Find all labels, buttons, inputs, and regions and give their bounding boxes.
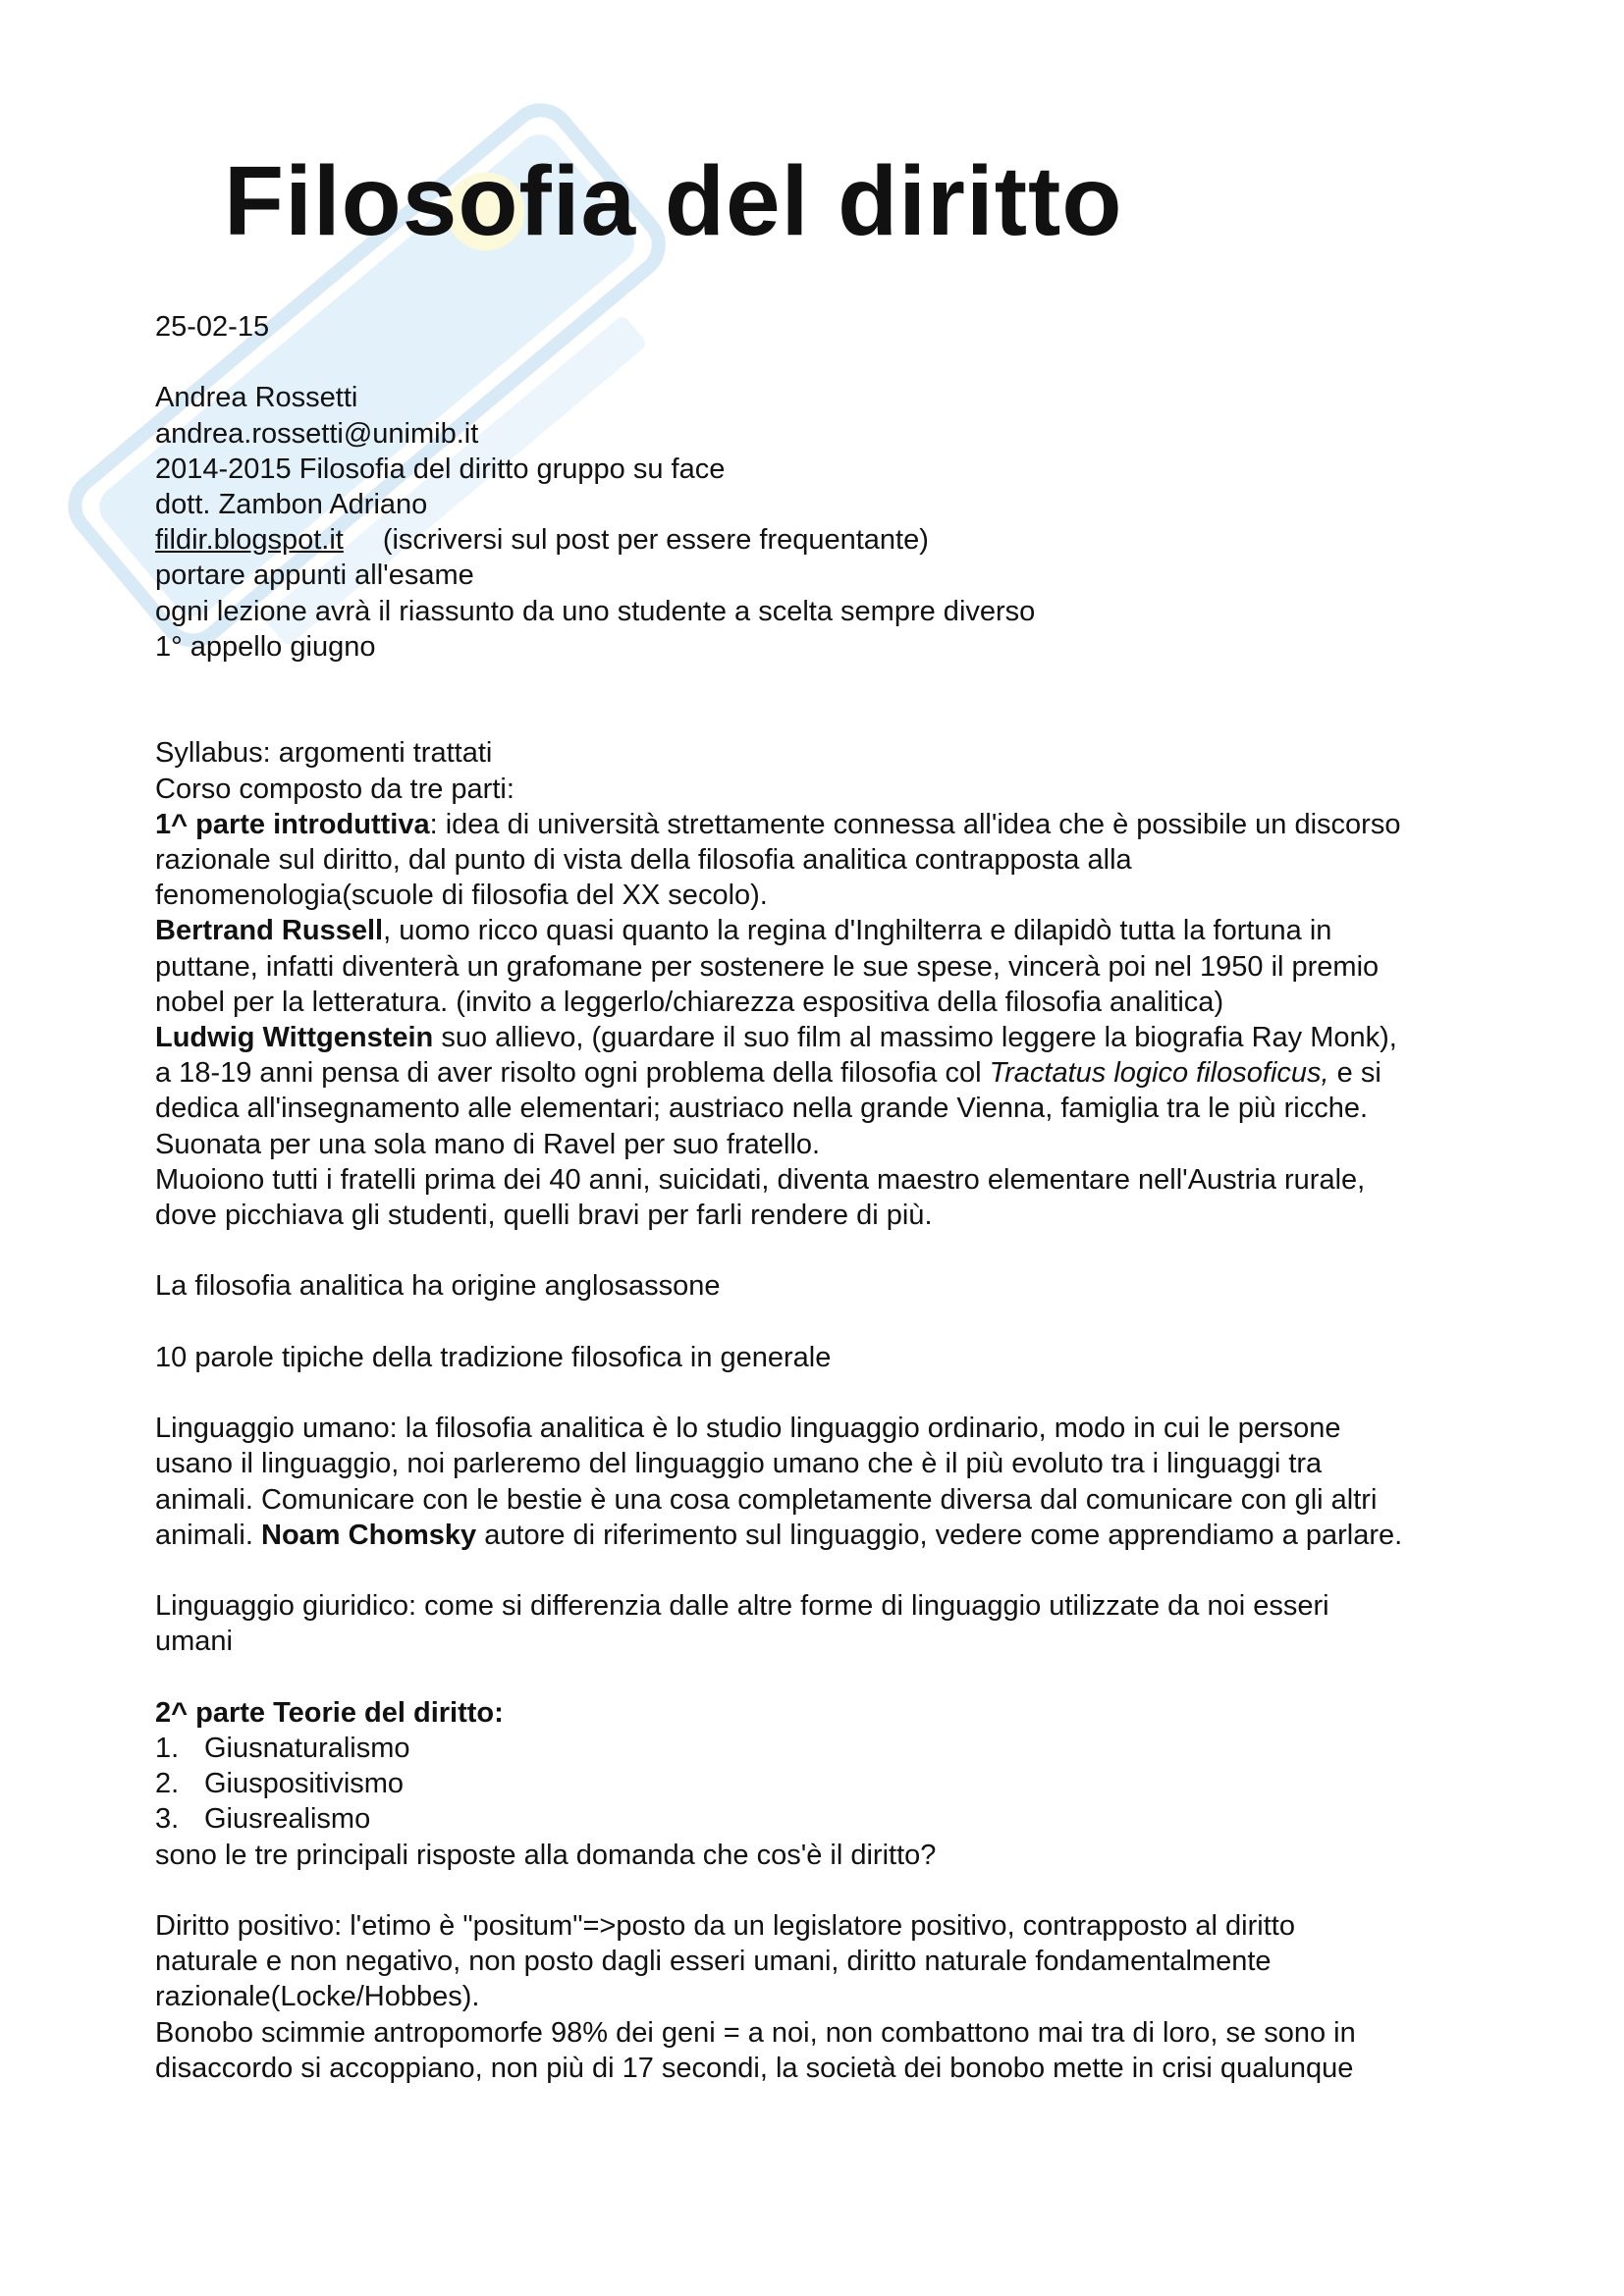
facebook-group: 2014-2015 Filosofia del diritto gruppo su face bbox=[155, 453, 726, 485]
professor-email: andrea.rossetti@unimib.it bbox=[155, 417, 479, 450]
russell-line-3: nobel per la letteratura. (invito a leggerlo/chiarezza espositiva della filosofia analitica) bbox=[155, 986, 1224, 1018]
blog-note: (iscriversi sul post per essere frequentante) bbox=[382, 524, 929, 557]
positive-law-line-2: naturale e non negativo, non posto dagli esseri umani, diritto naturale fondamentalmente bbox=[155, 1946, 1272, 1978]
page-title: Filosofia del diritto bbox=[224, 146, 1123, 256]
blog-link[interactable]: fildir.blogspot.it bbox=[155, 524, 344, 557]
part1-line-1: 1^ parte introduttiva: idea di università strettamente connessa all'idea che è possibile un discorso bbox=[155, 808, 1401, 840]
theories-note: sono le tre principali risposte alla domanda che cos'è il diritto? bbox=[155, 1839, 937, 1871]
part2-heading: 2^ parte Teorie del diritto: bbox=[155, 1696, 504, 1729]
ten-words: 10 parole tipiche della tradizione filosofica in generale bbox=[155, 1341, 832, 1373]
summary-note: ogni lezione avrà il riassunto da uno studente a scelta sempre diverso bbox=[155, 595, 1036, 627]
part1-line-3: fenomenologia(scuole di filosofia del XX secolo). bbox=[155, 880, 768, 912]
positive-law-line-1: Diritto positivo: l'etimo è "positum"=>posto da un legislatore positivo, contrapposto al diritto bbox=[155, 1910, 1295, 1943]
blog-line bbox=[155, 522, 1510, 558]
first-exam-note: 1° appello giugno bbox=[155, 630, 376, 663]
syllabus-heading: Syllabus: argomenti trattati bbox=[155, 737, 493, 770]
language-line-2: usano il linguaggio, noi parleremo del linguaggio umano che è il più evoluto tra i linguaggi tra bbox=[155, 1448, 1323, 1480]
witt-line-4: Suonata per una sola mano di Ravel per suo fratello. bbox=[155, 1128, 821, 1160]
list-item: 3. Giusrealismo bbox=[155, 1803, 371, 1836]
witt-line-6: dove picchiava gli studenti, quelli bravi per farli rendere di più. bbox=[155, 1200, 933, 1232]
witt-line-5: Muoiono tutti i fratelli prima dei 40 anni, suicidati, diventa maestro elementare nell'Austria rurale, bbox=[155, 1163, 1366, 1196]
witt-line-3: dedica all'insegnamento alle elementari; austriaco nella grande Vienna, famiglia tra le più ricche. bbox=[155, 1093, 1369, 1125]
wittgenstein-name: Ludwig Wittgenstein bbox=[155, 1022, 434, 1054]
legal-language-line-1: Linguaggio giuridico: come si differenzia dalle altre forme di linguaggio utilizzate da noi esseri bbox=[155, 1590, 1329, 1623]
language-line-4: animali. Noam Chomsky autore di riferimento sul linguaggio, vedere come apprendiamo a parlare. bbox=[155, 1519, 1403, 1551]
date: 25-02-15 bbox=[155, 311, 270, 343]
document-body bbox=[155, 309, 1510, 2086]
analytic-origin: La filosofia analitica ha origine anglosassone bbox=[155, 1270, 721, 1303]
language-line-3: animali. Comunicare con le bestie è una cosa completamente diversa dal comunicare con gli altri bbox=[155, 1483, 1378, 1516]
tractatus-title: Tractatus logico filosoficus, bbox=[989, 1057, 1329, 1090]
theories-list bbox=[155, 1731, 1510, 1838]
professor-name: Andrea Rossetti bbox=[155, 382, 358, 414]
russell-line-1: Bertrand Russell, uomo ricco quasi quanto la regina d'Inghilterra e dilapidò tutta la fortuna in bbox=[155, 915, 1332, 947]
list-item: 1. Giusnaturalismo bbox=[155, 1733, 410, 1765]
witt-line-1: Ludwig Wittgenstein suo allievo, (guardare il suo film al massimo leggere la biografia Ray Monk), bbox=[155, 1022, 1397, 1054]
part1-label: 1^ parte introduttiva bbox=[155, 808, 430, 840]
legal-language-line-2: umani bbox=[155, 1626, 233, 1658]
list-item: 2. Giuspositivismo bbox=[155, 1768, 405, 1800]
russell-line-2: puttane, infatti diventerà un grafomane per sostenere le sue spese, vincerà poi nel 1950 il premio bbox=[155, 950, 1380, 983]
language-line-1: Linguaggio umano: la filosofia analitica è lo studio linguaggio ordinario, modo in cui le persone bbox=[155, 1413, 1341, 1445]
russell-name: Bertrand Russell bbox=[155, 915, 384, 947]
exam-note: portare appunti all'esame bbox=[155, 560, 474, 592]
positive-law-line-3: razionale(Locke/Hobbes). bbox=[155, 1981, 480, 2013]
bonobo-line-1: Bonobo scimmie antropomorfe 98% dei geni = a noi, non combattono mai tra di loro, se sono in bbox=[155, 2016, 1356, 2049]
part1-line-2: razionale sul diritto, dal punto di vista della filosofia analitica contrapposta alla bbox=[155, 844, 1132, 877]
chomsky-name: Noam Chomsky bbox=[261, 1519, 477, 1551]
syllabus-intro: Corso composto da tre parti: bbox=[155, 773, 514, 805]
witt-line-2: a 18-19 anni pensa di aver risolto ogni problema della filosofia col Tractatus logico filosoficus, e si bbox=[155, 1057, 1381, 1090]
bonobo-line-2: disaccordo si accoppiano, non più di 17 secondi, la società dei bonobo mette in crisi qualunque bbox=[155, 2052, 1354, 2084]
assistant-name: dott. Zambon Adriano bbox=[155, 489, 428, 520]
